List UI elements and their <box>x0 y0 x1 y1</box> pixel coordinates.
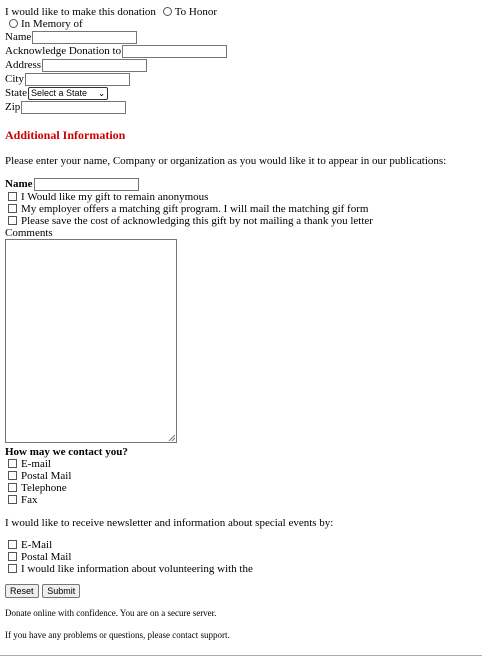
form-buttons <box>5 584 482 598</box>
honor-row <box>5 6 482 18</box>
newsletter-postal-label: Postal Mail <box>21 551 72 563</box>
no-thank-you-label: Please save the cost of acknowledging this gift by not mailing a thank you letter <box>21 215 373 227</box>
in-memory-radio[interactable] <box>9 19 18 28</box>
contact-heading: How may we contact you? <box>5 446 128 458</box>
address-row <box>5 58 482 72</box>
contact-fax-label: Fax <box>21 494 38 506</box>
newsletter-email-label: E-Mail <box>21 539 53 551</box>
name-label: Name <box>5 31 32 43</box>
zip-row <box>5 100 482 114</box>
newsletter-postal-row <box>5 551 482 563</box>
state-select[interactable] <box>28 87 108 100</box>
support-note: If you have any problems or questions, please contact support. <box>5 630 230 640</box>
zip-input[interactable] <box>21 101 126 114</box>
publication-instructions: Please enter your name, Company or organization as you would like it to appear in our publications: <box>5 155 447 167</box>
submit-button[interactable]: Submit <box>42 584 80 598</box>
contact-postal-checkbox[interactable] <box>8 471 17 480</box>
city-input[interactable] <box>25 73 130 86</box>
volunteer-row <box>5 563 482 575</box>
contact-postal-label: Postal Mail <box>21 470 72 482</box>
newsletter-email-checkbox[interactable] <box>8 540 17 549</box>
to-honor-label: To Honor <box>174 6 217 18</box>
anonymous-label: I Would like my gift to remain anonymous <box>21 191 209 203</box>
publication-name-row <box>5 177 482 191</box>
resize-grip-icon[interactable] <box>168 434 175 441</box>
volunteer-checkbox[interactable] <box>8 564 17 573</box>
zip-label: Zip <box>5 101 21 113</box>
anonymous-checkbox[interactable] <box>8 192 17 201</box>
acknowledge-label: Acknowledge Donation to <box>5 45 122 57</box>
address-label: Address <box>5 59 42 71</box>
state-label: State <box>5 87 27 99</box>
comments-label: Comments <box>5 227 53 239</box>
contact-email-checkbox[interactable] <box>8 459 17 468</box>
contact-email-label: E-mail <box>21 458 51 470</box>
contact-fax-row <box>5 494 482 506</box>
no-thank-you-checkbox[interactable] <box>8 216 17 225</box>
state-selected-value: Select a State <box>31 88 88 98</box>
honor-prompt: I would like to make this donation <box>5 6 156 18</box>
contact-fax-checkbox[interactable] <box>8 495 17 504</box>
address-input[interactable] <box>42 59 147 72</box>
matching-gift-checkbox[interactable] <box>8 204 17 213</box>
publication-name-label: Name <box>5 178 33 190</box>
name-input[interactable] <box>32 31 137 44</box>
contact-postal-row <box>5 470 482 482</box>
contact-telephone-row <box>5 482 482 494</box>
memory-row <box>5 18 482 30</box>
publication-name-input[interactable] <box>34 178 139 191</box>
in-memory-label: In Memory of <box>21 18 83 30</box>
acknowledge-row <box>5 44 482 58</box>
name-row <box>5 30 482 44</box>
comments-textarea[interactable] <box>5 239 177 443</box>
additional-info-heading: Additional Information <box>5 128 126 142</box>
anonymous-row <box>5 191 482 203</box>
city-row <box>5 72 482 86</box>
newsletter-email-row <box>5 539 482 551</box>
secure-server-note: Donate online with confidence. You are on a secure server. <box>5 608 217 618</box>
newsletter-postal-checkbox[interactable] <box>8 552 17 561</box>
matching-gift-label: My employer offers a matching gift program. I will mail the matching gif form <box>21 203 369 215</box>
contact-email-row <box>5 458 482 470</box>
contact-telephone-checkbox[interactable] <box>8 483 17 492</box>
city-label: City <box>5 73 24 85</box>
to-honor-radio[interactable] <box>163 7 172 16</box>
contact-telephone-label: Telephone <box>21 482 67 494</box>
reset-button[interactable]: Reset <box>5 584 39 598</box>
newsletter-prompt: I would like to receive newsletter and information about special events by: <box>5 517 334 529</box>
state-row <box>5 86 482 100</box>
acknowledge-input[interactable] <box>122 45 227 58</box>
volunteer-label: I would like information about volunteering with the <box>21 563 253 575</box>
matching-gift-row <box>5 203 482 215</box>
chevron-down-icon: ⌄ <box>98 88 105 98</box>
no-thank-you-row <box>5 215 482 227</box>
